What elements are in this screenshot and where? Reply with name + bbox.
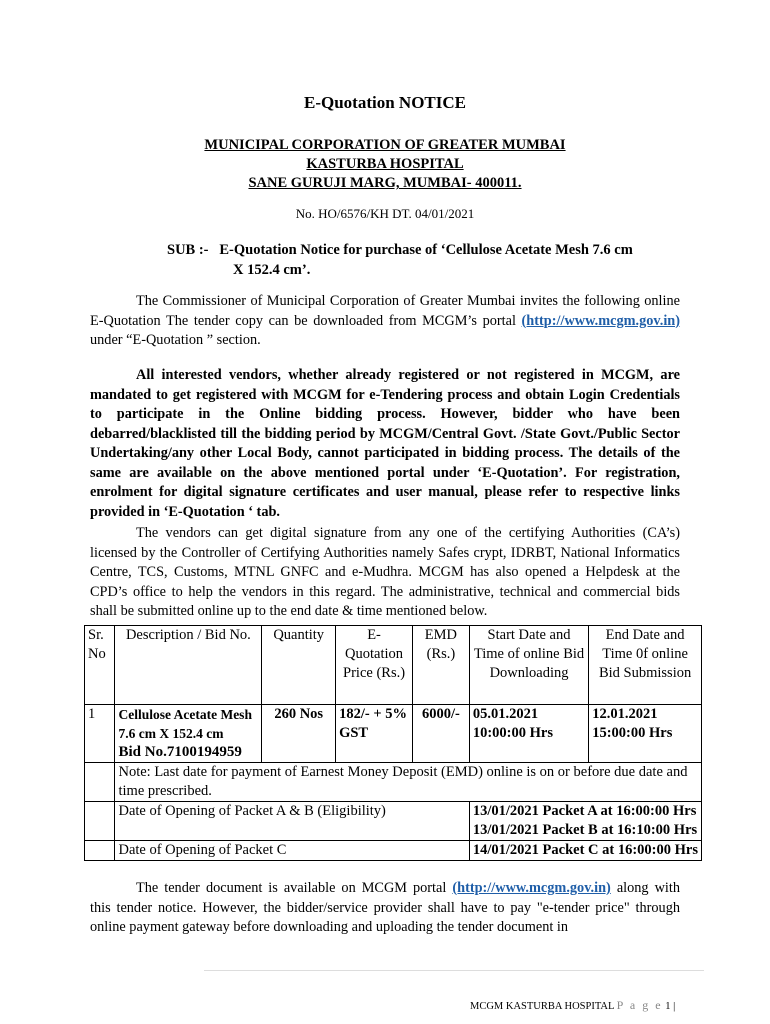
footer-org: MCGM KASTURBA HOSPITAL (470, 1001, 615, 1012)
row-description (115, 705, 262, 763)
start-time: 10:00:00 Hrs (472, 725, 553, 741)
row-quantity: 260 Nos (262, 705, 336, 763)
portal-link-2[interactable]: (http://www.mcgm.gov.in) (452, 880, 611, 896)
end-time: 15:00:00 Hrs (592, 725, 673, 741)
subject (167, 240, 697, 280)
packet-c-date: 14/01/2021 Packet C at 16:00:00 Hrs (469, 841, 701, 861)
end-date: 12.01.2021 (592, 706, 658, 722)
header-price: E-Quotation Price (Rs.) (336, 626, 413, 705)
portal-link[interactable]: (http://www.mcgm.gov.in) (521, 312, 680, 329)
footer-divider (204, 970, 704, 971)
footer (470, 998, 675, 1013)
header-description: Description / Bid No. (115, 626, 262, 705)
bid-table (84, 625, 702, 861)
header-sr-no: Sr. No (85, 626, 115, 705)
header-start-date: Start Date and Time of online Bid Downloading (469, 626, 588, 705)
note-row (85, 763, 702, 802)
row-start (469, 705, 588, 763)
table-row (85, 705, 702, 763)
notice-title: E-Quotation NOTICE (304, 93, 466, 112)
header-end-date: End Date and Time 0f online Bid Submission (589, 626, 702, 705)
reference-number: No. HO/6576/KH DT. 04/01/2021 (295, 206, 475, 221)
start-date: 05.01.2021 (472, 706, 539, 722)
table-header-row (85, 626, 702, 705)
emd-note: Note: Last date for payment of Earnest Money Deposit (EMD) online is on or before due date and time prescribed. (115, 763, 702, 802)
footer-page-word: P a g e (616, 998, 663, 1012)
hospital-address: SANE GURUJI MARG, MUMBAI- 400011. (248, 175, 522, 191)
packet-b-date: 13/01/2021 Packet B at 16:10:00 Hrs (472, 822, 698, 838)
tender-document-paragraph (90, 879, 680, 938)
item-description: Cellulose Acetate Mesh 7.6 cm X 152.4 cm (118, 707, 252, 741)
packet-c-row (85, 841, 702, 861)
subject-line2: X 152.4 cm’. (233, 262, 311, 278)
header-quantity: Quantity (262, 626, 336, 705)
intro-paragraph (90, 292, 680, 351)
row-end (589, 705, 702, 763)
intro-text: The Commissioner of Municipal Corporation of Greater Mumbai invites the following online E-Quotation The tender copy can be downloaded from MCGM’s portal (90, 293, 680, 329)
packet-ab-row (85, 802, 702, 841)
hospital-name: KASTURBA HOSPITAL (306, 156, 464, 172)
row-sr-no: 1 (85, 705, 115, 763)
packet-ab-dates (469, 802, 701, 841)
tender-text2: along with this tender notice. However, the bidder/service provider shall have to pay "e-tender price" through online payment gateway before downloading and uploading the tender document in (90, 880, 680, 936)
row-emd: 6000/- (412, 705, 469, 763)
intro-tail: under “E-Quotation ” section. (90, 332, 261, 349)
tender-text1: The tender document is available on MCGM portal (136, 880, 447, 896)
packet-a-date: 13/01/2021 Packet A at 16:00:00 Hrs (472, 803, 697, 819)
digital-signature-paragraph: The vendors can get digital signature from any one of the certifying Authorities (CA’s) licensed by the Controller of Certifying Authorities namely Safes crypt, IDRBT, National Informatics Centre, TCS, Customs, MTNL GNFC and e-Mudhra. MCGM has also opened a Helpdesk at the CPD’s office to help the vendors in this regard. The administrative, technical and commercial bids shall be submitted online up to the end date & time mentioned below. (90, 525, 680, 620)
bid-number: Bid No.7100194959 (118, 744, 242, 760)
packet-ab-label: Date of Opening of Packet A & B (Eligibility) (115, 802, 469, 841)
subject-label: SUB :- (167, 242, 209, 258)
registration-paragraph: All interested vendors, whether already registered or not registered in MCGM, are mandated to get registered with MCGM for e-Tendering process and obtain Login Credentials to participate in the Online bidding process. However, bidder who have been debarred/blacklisted till the bidding period by MCGM/Central Govt. /State Govt./Public Sector Undertaking/any other Local Body, cannot participated in bidding process. The details of the same are available on the above mentioned portal under ‘E-Quotation’. For registration, enrolment for digital signature certificates and user manual, please refer to respective links provided in ‘E-Quotation ‘ tab. (90, 367, 680, 520)
org-name: MUNICIPAL CORPORATION OF GREATER MUMBAI (204, 137, 566, 153)
header-emd: EMD (Rs.) (412, 626, 469, 705)
packet-c-label: Date of Opening of Packet C (115, 841, 469, 861)
row-price: 182/- + 5% GST (336, 705, 413, 763)
footer-page-number: 1 | (665, 1001, 676, 1012)
subject-line1: E-Quotation Notice for purchase of ‘Cellulose Acetate Mesh 7.6 cm (219, 242, 633, 258)
